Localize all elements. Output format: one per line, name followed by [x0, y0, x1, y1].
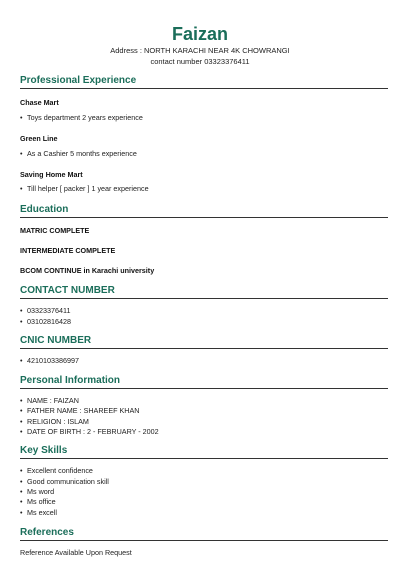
- bullet-icon: •: [20, 149, 23, 158]
- skill-item: [20, 487, 54, 496]
- personal-text: DATE OF BIRTH : 2 - FEBRUARY - 2002: [27, 427, 159, 436]
- section-key-skills: [20, 445, 388, 459]
- bullet-icon: •: [20, 356, 23, 365]
- skill-text: Ms word: [27, 487, 55, 496]
- address-line: Address : NORTH KARACHI NEAR 4K CHOWRANGI: [110, 46, 290, 55]
- section-title: CNIC NUMBER: [20, 335, 388, 349]
- job-detail-text: Toys department 2 years experience: [27, 113, 143, 122]
- education-item: INTERMEDIATE COMPLETE: [20, 246, 116, 255]
- job-detail: [20, 184, 149, 193]
- contact-number-item: [20, 317, 71, 326]
- cnic-item: [20, 356, 79, 365]
- section-cnic-number: [20, 335, 388, 349]
- section-title: Professional Experience: [20, 75, 388, 89]
- bullet-icon: •: [20, 497, 23, 506]
- skill-text: Excellent confidence: [27, 466, 93, 475]
- job-company: Chase Mart: [20, 98, 59, 107]
- bullet-icon: •: [20, 466, 23, 475]
- bullet-icon: •: [20, 427, 23, 436]
- education-item: BCOM CONTINUE in Karachi university: [20, 266, 155, 275]
- job-detail-text: Till helper [ packer ] 1 year experience: [27, 184, 149, 193]
- personal-text: NAME : FAIZAN: [27, 396, 79, 405]
- job-company: Green Line: [20, 134, 58, 143]
- section-professional-experience: [20, 75, 388, 89]
- personal-item: [20, 396, 79, 405]
- bullet-icon: •: [20, 406, 23, 415]
- personal-item: [20, 406, 140, 415]
- job-company: Saving Home Mart: [20, 170, 83, 179]
- skill-item: [20, 466, 93, 475]
- contact-number-text: 03102816428: [27, 317, 71, 326]
- section-title: References: [20, 527, 388, 541]
- bullet-icon: •: [20, 417, 23, 426]
- bullet-icon: •: [20, 317, 23, 326]
- bullet-icon: •: [20, 113, 23, 122]
- skill-text: Ms office: [27, 497, 56, 506]
- section-title: Education: [20, 204, 388, 218]
- job-detail-text: As a Cashier 5 months experience: [27, 149, 137, 158]
- bullet-icon: •: [20, 477, 23, 486]
- bullet-icon: •: [20, 184, 23, 193]
- bullet-icon: •: [20, 487, 23, 496]
- personal-text: FATHER NAME : SHAREEF KHAN: [27, 406, 140, 415]
- personal-item: [20, 417, 89, 426]
- section-references: [20, 527, 388, 541]
- section-title: Key Skills: [20, 445, 388, 459]
- education-item: MATRIC COMPLETE: [20, 226, 90, 235]
- contact-line: contact number 03323376411: [150, 57, 250, 66]
- section-contact-number: [20, 285, 388, 299]
- contact-number-text: 03323376411: [27, 306, 71, 315]
- section-title: Personal Information: [20, 375, 388, 389]
- skill-item: [20, 497, 56, 506]
- skill-item: [20, 508, 57, 517]
- job-detail: [20, 113, 143, 122]
- personal-item: [20, 427, 159, 436]
- contact-number-item: [20, 306, 70, 315]
- skill-item: [20, 477, 109, 486]
- cnic-text: 4210103386997: [27, 356, 79, 365]
- section-personal-information: [20, 375, 388, 389]
- section-title: CONTACT NUMBER: [20, 285, 388, 299]
- skill-text: Good communication skill: [27, 477, 109, 486]
- references-text: Reference Available Upon Request: [20, 548, 132, 557]
- bullet-icon: •: [20, 508, 23, 517]
- candidate-name: Faizan: [171, 24, 228, 44]
- section-education: [20, 204, 388, 218]
- bullet-icon: •: [20, 396, 23, 405]
- job-detail: [20, 149, 137, 158]
- personal-text: RELIGION : ISLAM: [27, 417, 89, 426]
- skill-text: Ms excell: [27, 508, 57, 517]
- bullet-icon: •: [20, 306, 23, 315]
